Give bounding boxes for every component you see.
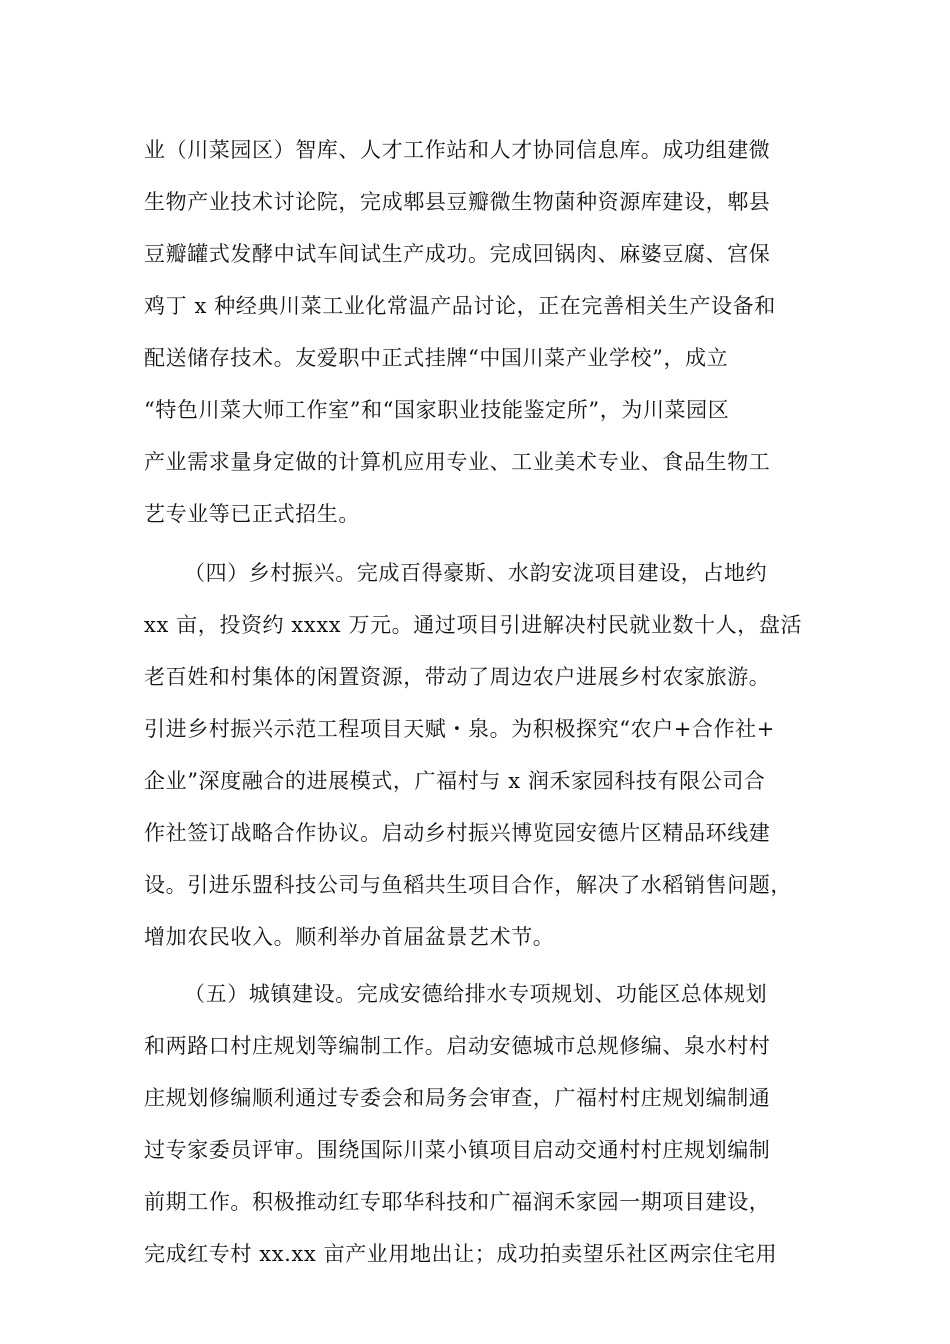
text-line: 业（川菜园区）智库、人才工作站和人才协同信息库。成功组建微	[144, 138, 771, 162]
text-line: 产业需求量身定做的计算机应用专业、工业美术专业、食品生物工	[144, 450, 771, 474]
text-line: 作社签订战略合作协议。启动乡村振兴博览园安德片区精品环线建	[144, 821, 771, 845]
text-line: xx 亩，投资约 xxxx 万元。通过项目引进解决村民就业数十人，盘活	[144, 613, 803, 637]
text-line: 老百姓和村集体的闲置资源，带动了周边农户进展乡村农家旅游。	[144, 665, 771, 689]
text-line: 艺专业等已正式招生。	[144, 502, 360, 526]
section-heading-line: （四）乡村振兴。完成百得豪斯、水韵安泷项目建设，占地约	[184, 561, 768, 585]
text-line: 和两路口村庄规划等编制工作。启动安德城市总规修编、泉水村村	[144, 1034, 771, 1058]
text-line: 生物产业技术讨论院，完成郫县豆瓣微生物菌种资源库建设，郫县	[144, 190, 771, 214]
text-line: 过专家委员评审。围绕国际川菜小镇项目启动交通村村庄规划编制	[144, 1138, 771, 1162]
section-heading-line: （五）城镇建设。完成安德给排水专项规划、功能区总体规划	[184, 982, 768, 1006]
text-line: 庄规划修编顺利通过专委会和局务会审查，广福村村庄规划编制通	[144, 1086, 771, 1110]
text-line: 鸡丁 x 种经典川菜工业化常温产品讨论，正在完善相关生产设备和	[144, 294, 776, 318]
text-line: 引进乡村振兴示范工程项目天赋・泉。为积极探究“农户+合作社+	[144, 717, 775, 741]
text-line: 配送储存技术。友爱职中正式挂牌“中国川菜产业学校”，成立	[144, 346, 729, 370]
text-line: 增加农民收入。顺利举办首届盆景艺术节。	[144, 925, 555, 949]
text-line: 完成红专村 xx.xx 亩产业用地出让；成功拍卖望乐社区两宗住宅用	[144, 1242, 778, 1266]
text-line: 设。引进乐盟科技公司与鱼稻共生项目合作，解决了水稻销售问题，	[144, 873, 792, 897]
text-line: “特色川菜大师工作室”和“国家职业技能鉴定所”，为川菜园区	[144, 398, 730, 422]
text-line: 前期工作。积极推动红专耶华科技和广福润禾家园一期项目建设，	[144, 1190, 771, 1214]
text-line: 豆瓣罐式发酵中试车间试生产成功。完成回锅肉、麻婆豆腐、宫保	[144, 242, 771, 266]
text-line: 企业”深度融合的进展模式，广福村与 x 润禾家园科技有限公司合	[144, 769, 766, 793]
